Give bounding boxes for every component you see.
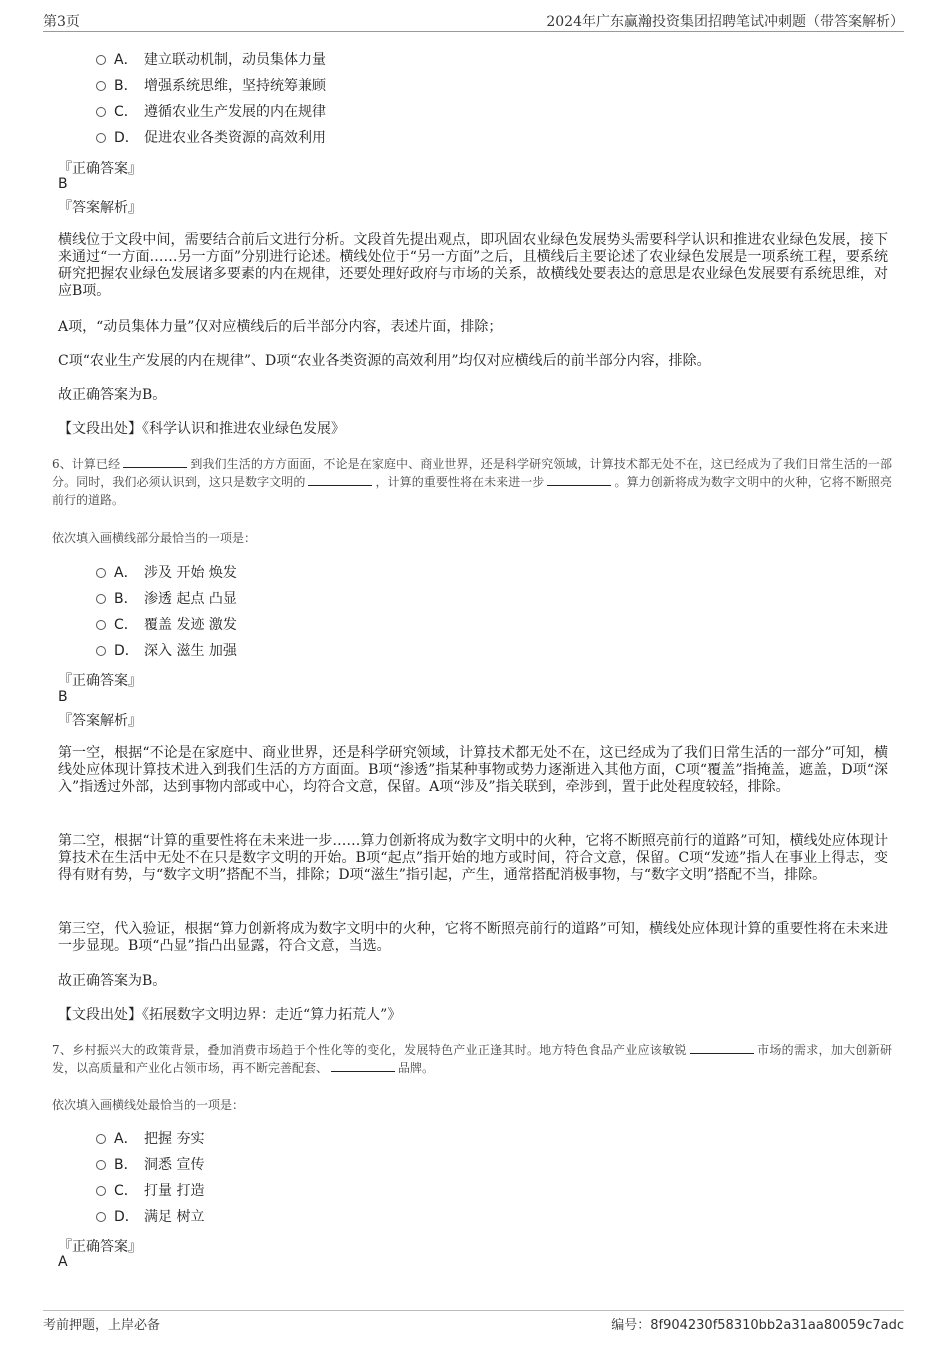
- header-divider: [43, 31, 904, 32]
- q5-analysis-p3: C项“农业生产发展的内在规律”、D项“农业各类资源的高效利用”均仅对应横线后的前半部分内容，排除。: [58, 353, 711, 369]
- q6-stem: 6、计算已经 到我们生活的方方面面，不论是在家庭中、商业世界，还是科学研究领域，计算技术都无处不在，这已经成为了我们日常生活的一部分。同时，我们必须认识到，这只是数字文明的 ，计算的重要性将在未来进一步 。算力创新将成为数字文明中的火种，它将不断照亮前行的道路。: [52, 457, 892, 507]
- q6-answer-label: 『正确答案』: [58, 673, 142, 689]
- q7-option-d[interactable]: D． 满足 树立: [96, 1208, 204, 1226]
- blank[interactable]: [331, 1060, 395, 1072]
- q5-analysis-p2: A项，“动员集体力量”仅对应横线后的后半部分内容，表述片面，排除；: [58, 319, 503, 335]
- q6-analysis-p4: 故正确答案为B。: [58, 973, 167, 989]
- radio-icon[interactable]: [96, 594, 106, 604]
- blank[interactable]: [308, 474, 372, 486]
- q5-analysis-p4: 故正确答案为B。: [58, 387, 167, 403]
- q7-option-c[interactable]: C． 打量 打造: [96, 1182, 204, 1200]
- q6-option-a[interactable]: A． 涉及 开始 焕发: [96, 564, 237, 582]
- radio-icon[interactable]: [96, 646, 106, 656]
- footer-divider: [43, 1310, 904, 1311]
- q7-answer: A: [58, 1254, 68, 1270]
- radio-icon[interactable]: [96, 1134, 106, 1144]
- q6-analysis-p2: 第二空，根据“计算的重要性将在未来进一步……算力创新将成为数字文明中的火种，它将不断照亮前行的道路”可知，横线处应体现计算技术在生活中无处不在只是数字文明的开始。B项“起点”指开始的地方或时间，符合文意，保留。C项“发迹”指人在事业上得志，变得有财有势，与“数字文明”搭配不当，排除；D项“滋生”指引起，产生，通常搭配消极事物，与“数字文明”搭配不当，排除。: [58, 833, 888, 883]
- footer-slogan: 考前押题，上岸必备: [43, 1318, 161, 1333]
- q5-option-d[interactable]: D． 促进农业各类资源的高效利用: [96, 129, 326, 147]
- radio-icon[interactable]: [96, 81, 106, 91]
- radio-icon[interactable]: [96, 1160, 106, 1170]
- q6-option-b[interactable]: B． 渗透 起点 凸显: [96, 590, 237, 608]
- q6-analysis-p3: 第三空，代入验证，根据“算力创新将成为数字文明中的火种，它将不断照亮前行的道路”可知，横线处应体现计算的重要性将在未来进一步显现。B项“凸显”指凸出显露，符合文意，当选。: [58, 921, 888, 954]
- radio-icon[interactable]: [96, 107, 106, 117]
- q6-instruction: 依次填入画横线部分最恰当的一项是：: [52, 531, 257, 545]
- q5-analysis-p1: 横线位于文段中间，需要结合前后文进行分析。文段首先提出观点，即巩固农业绿色发展势头需要科学认识和推进农业绿色发展，接下来通过“一方面……另一方面”分别进行论述。横线处位于“另一方面”之后，且横线后主要论述了农业绿色发展是一项系统工程，要系统研究把握农业绿色发展诸多要素的内在规律，还要处理好政府与市场的关系，故横线处要表达的意思是农业绿色发展要有系统思维，对应B项。: [58, 232, 888, 299]
- q5-source: 【文段出处】《科学认识和推进农业绿色发展》: [58, 421, 345, 437]
- q7-instruction: 依次填入画横线处最恰当的一项是：: [52, 1098, 245, 1112]
- q7-stem: 7、乡村振兴大的政策背景，叠加消费市场趋于个性化等的变化，发展特色产业正逢其时。地方特色食品产业应该敏锐 市场的需求，加大创新研发，以高质量和产业化占领市场，再不断完善配套、 品牌。: [52, 1043, 892, 1075]
- page-number: 第3页: [43, 14, 80, 30]
- radio-icon[interactable]: [96, 1186, 106, 1196]
- q6-answer: B: [58, 689, 68, 705]
- document-title: 2024年广东赢瀚投资集团招聘笔试冲刺题（带答案解析）: [546, 14, 904, 30]
- footer-code: 编号：8f904230f58310bb2a31aa80059c7adc: [611, 1318, 904, 1333]
- q5-option-b[interactable]: B． 增强系统思维，坚持统筹兼顾: [96, 77, 326, 95]
- q7-option-b[interactable]: B． 洞悉 宣传: [96, 1156, 204, 1174]
- q7-answer-label: 『正确答案』: [58, 1239, 142, 1255]
- q5-answer-label: 『正确答案』: [58, 161, 142, 177]
- radio-icon[interactable]: [96, 620, 106, 630]
- radio-icon[interactable]: [96, 133, 106, 143]
- q5-analysis-label: 『答案解析』: [58, 200, 142, 216]
- radio-icon[interactable]: [96, 568, 106, 578]
- q6-analysis-p1: 第一空，根据“不论是在家庭中、商业世界，还是科学研究领域，计算技术都无处不在，这已经成为了我们日常生活的一部分”可知，横线处应体现计算技术进入到我们生活的方方面面。B项“渗透”指某种事物或势力逐渐进入其他方面，C项“覆盖”指掩盖，遮盖，D项“深入”指透过外部，达到事物内部或中心，均符合文意，保留。A项“涉及”指关联到，牵涉到，置于此处程度较轻，排除。: [58, 745, 888, 795]
- q7-option-a[interactable]: A． 把握 夯实: [96, 1130, 204, 1148]
- q5-option-c[interactable]: C． 遵循农业生产发展的内在规律: [96, 103, 326, 121]
- q6-analysis-label: 『答案解析』: [58, 713, 142, 729]
- blank[interactable]: [690, 1042, 754, 1054]
- q6-option-c[interactable]: C． 覆盖 发迹 激发: [96, 616, 237, 634]
- q6-source: 【文段出处】《拓展数字文明边界：走近“算力拓荒人”》: [58, 1007, 402, 1023]
- blank[interactable]: [123, 456, 187, 468]
- q5-answer: B: [58, 176, 68, 192]
- q6-option-d[interactable]: D． 深入 滋生 加强: [96, 642, 237, 660]
- q5-option-a[interactable]: A． 建立联动机制，动员集体力量: [96, 51, 326, 69]
- radio-icon[interactable]: [96, 55, 106, 65]
- radio-icon[interactable]: [96, 1212, 106, 1222]
- blank[interactable]: [547, 474, 611, 486]
